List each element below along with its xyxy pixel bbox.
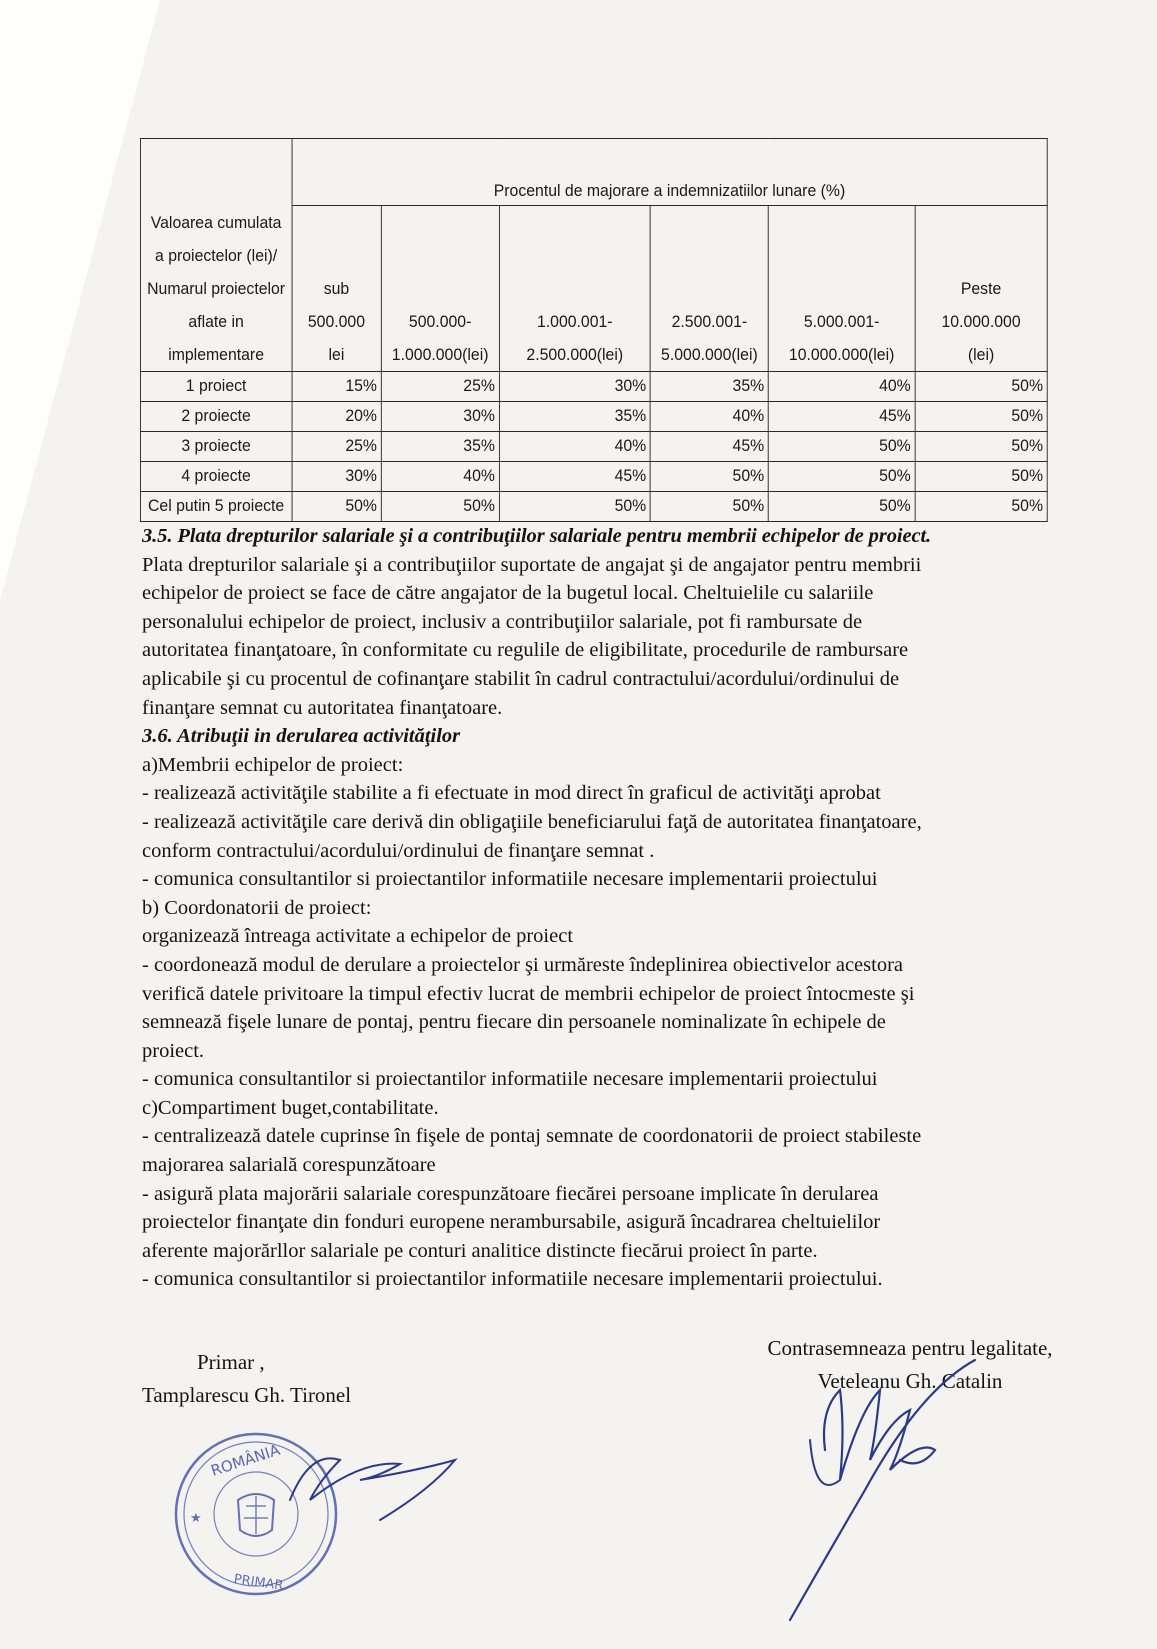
table-cell: 50% — [381, 491, 499, 521]
table-cell: 50% — [915, 401, 1047, 431]
corner-header-line: a proiectelor (lei)/ — [155, 245, 278, 265]
table-cell: 20% — [292, 401, 381, 431]
table-cell: 50% — [768, 431, 915, 461]
paragraph-line: semnează fişele lunare de pontaj, pentru fiecare din persoanele nominalizate în echipele de — [142, 1011, 886, 1034]
paragraph-line: c)Compartiment buget,contabilitate. — [142, 1096, 439, 1119]
column-header-sub-500k — [292, 206, 381, 372]
table-cell: 50% — [650, 491, 768, 521]
paragraph-line: - comunica consultantilor si proiectantilor informatiile necesare implementarii proiectului. — [142, 1268, 883, 1291]
table-cell: 15% — [292, 371, 381, 401]
table-row — [140, 461, 1047, 491]
paragraph-line: - comunica consultantilor si proiectantilor informatiile necesare implementarii proiectului — [142, 1068, 878, 1091]
table-cell: 35% — [650, 371, 768, 401]
section-title: 3.5. Plata drepturilor salariale şi a contribuţiilor salariale pentru membrii echipelor de proiect. — [142, 525, 932, 547]
paragraph-line: - comunica consultantilor si proiectantilor informatiile necesare implementarii proiectului — [142, 868, 878, 891]
secretary-role: Contrasemneaza pentru legalitate, — [767, 1336, 1053, 1360]
table-cell: 45% — [650, 431, 768, 461]
page-fold-shadow — [0, 0, 160, 600]
table-title: Procentul de majorare a indemnizatiilor lunare (%) — [292, 139, 1047, 206]
corner-header-line: aflate in — [188, 311, 244, 331]
table-cell: 50% — [292, 491, 381, 521]
stamp-top-text: ROMÂNIA — [208, 1440, 283, 1480]
paragraph-line: b) Coordonatorii de proiect: — [142, 896, 372, 919]
table-cell: 45% — [499, 461, 650, 491]
column-header-500k-1m — [381, 206, 499, 372]
paragraph-line: - centralizează datele cuprinse în fişele de pontaj semnate de coordonatorii de proiect stabileste — [142, 1125, 922, 1148]
column-header-over-10m — [915, 206, 1047, 372]
salary-increase-table — [140, 138, 1048, 522]
stamp-bottom-text: PRIMAR — [232, 1571, 285, 1594]
table-row — [140, 371, 1047, 401]
paragraph-line: verifică datele privitoare la timpul efectiv lucrat de membrii echipelor de proiect întocmeste şi — [142, 982, 915, 1005]
paragraph-line: autoritatea finanţatoare, în conformitate cu regulile de eligibilitate, procedurile de rambursare — [142, 639, 909, 662]
paragraph-line: aferente majorărllor salariale pe conturi analitice distincte fiecărui proiect în parte. — [142, 1239, 818, 1262]
column-header-line: 5.000.001- — [803, 311, 880, 331]
paragraph-line: proiect. — [142, 1039, 205, 1062]
row-label: Cel putin 5 proiecte — [140, 491, 291, 521]
column-header-line: 2.500.000(lei) — [526, 344, 624, 364]
column-header-line: 1.000.000(lei) — [391, 344, 489, 364]
column-header-line: Peste — [960, 278, 1002, 298]
table-cell: 50% — [915, 491, 1047, 521]
secretary-name: Veteleanu Gh. Catalin — [817, 1369, 1003, 1393]
table-cell: 30% — [499, 371, 650, 401]
table-row — [140, 491, 1047, 521]
paragraph-line: a)Membrii echipelor de proiect: — [142, 753, 404, 776]
table-cell: 40% — [650, 401, 768, 431]
column-header-line: 2.500.001- — [671, 311, 748, 331]
table-cell: 50% — [915, 371, 1047, 401]
table-row — [140, 401, 1047, 431]
table-header-row — [140, 206, 1047, 372]
paragraph-line: personalului echipelor de proiect, inclusiv a contribuţiilor salariale, pot fi rambursate de — [142, 610, 863, 633]
paragraph-line: - realizează activităţile care derivă din obligaţiile beneficiarului faţă de autoritatea finanţatoare, — [142, 810, 922, 833]
table-cell: 25% — [292, 431, 381, 461]
table-cell: 50% — [768, 461, 915, 491]
table-cell: 50% — [915, 431, 1047, 461]
table-cell: 40% — [381, 461, 499, 491]
column-header-line: (lei) — [967, 344, 995, 364]
table-cell: 50% — [915, 461, 1047, 491]
paragraph-line: conform contractului/acordului/ordinului de finanţare semnat . — [142, 839, 655, 862]
column-header-line: 500.000- — [408, 311, 472, 331]
table-cell: 40% — [499, 431, 650, 461]
column-header-line: sub — [323, 278, 350, 298]
paragraph-line: - asigură plata majorării salariale corespunzătoare fiecărei persoane implicate în derularea — [142, 1182, 879, 1205]
corner-header-line: Valoarea cumulata — [150, 212, 282, 232]
column-header-line: 10.000.000(lei) — [788, 344, 895, 364]
table-cell: 25% — [381, 371, 499, 401]
paragraph-line: organizează întreaga activitate a echipelor de proiect — [142, 925, 574, 948]
table-cell: 30% — [381, 401, 499, 431]
column-header-line: lei — [328, 344, 345, 364]
mayor-role: Primar , — [197, 1350, 265, 1374]
column-header-1m-2.5m — [499, 206, 650, 372]
corner-header-line: Numarul proiectelor — [147, 278, 286, 298]
paragraph-line: proiectelor finanţate din fonduri europene nerambursabile, asigură încadrarea cheltuielilor — [142, 1211, 881, 1234]
paragraph-line: Plata drepturilor salariale şi a contribuţiilor suportate de angajat şi de angajator pentru membrii — [142, 553, 922, 576]
table-title-row — [140, 139, 1047, 206]
stamp-star-icon: ★ — [190, 1511, 202, 1526]
table-cell: 35% — [381, 431, 499, 461]
table-cell: 35% — [499, 401, 650, 431]
column-header-line: 1.000.001- — [536, 311, 613, 331]
paragraph-line: echipelor de proiect se face de către angajator de la bugetul local. Cheltuielile cu salariile — [142, 582, 874, 605]
row-label: 4 proiecte — [140, 461, 291, 491]
mayor-signature-block — [142, 1346, 351, 1412]
corner-header — [140, 206, 291, 372]
column-header-2.5m-5m — [650, 206, 768, 372]
table-row — [140, 431, 1047, 461]
secretary-handwritten-signature — [770, 1350, 1030, 1630]
paragraph-line: - realizează activităţile stabilite a fi efectuate in mod direct în graficul de activităţi aprobat — [142, 782, 881, 805]
table-cell: 30% — [292, 461, 381, 491]
corner-header-line: implementare — [168, 344, 264, 364]
column-header-line: 500.000 — [307, 311, 366, 331]
column-header-5m-10m — [768, 206, 915, 372]
section-title: 3.6. Atribuţii in derularea activităţilor — [142, 725, 461, 748]
table-cell: 50% — [499, 491, 650, 521]
column-header-line: 5.000.000(lei) — [661, 344, 758, 364]
paragraph-line: - coordonează modul de derulare a proiectelor şi urmăreste îndeplinirea obiectivelor acestora — [142, 953, 903, 976]
paragraph-line: finanţare semnat cu autoritatea finanţatoare. — [142, 696, 503, 719]
mayor-handwritten-signature — [280, 1430, 480, 1530]
table-corner-top — [140, 139, 291, 206]
paragraph-line: majorarea salarială corespunzătoare — [142, 1154, 436, 1177]
document-body — [142, 522, 1062, 1294]
table-cell: 40% — [768, 371, 915, 401]
paragraph-line: aplicabile şi cu procentul de cofinanţare stabilit în cadrul contractului/acordului/ordinului de — [142, 667, 900, 690]
column-header-line: 10.000.000 — [941, 311, 1021, 331]
table-cell: 50% — [650, 461, 768, 491]
table-cell: 45% — [768, 401, 915, 431]
table-cell: 50% — [768, 491, 915, 521]
row-label: 1 proiect — [140, 371, 291, 401]
row-label: 2 proiecte — [140, 401, 291, 431]
mayor-name: Tamplarescu Gh. Tironel — [142, 1383, 352, 1407]
row-label: 3 proiecte — [140, 431, 291, 461]
